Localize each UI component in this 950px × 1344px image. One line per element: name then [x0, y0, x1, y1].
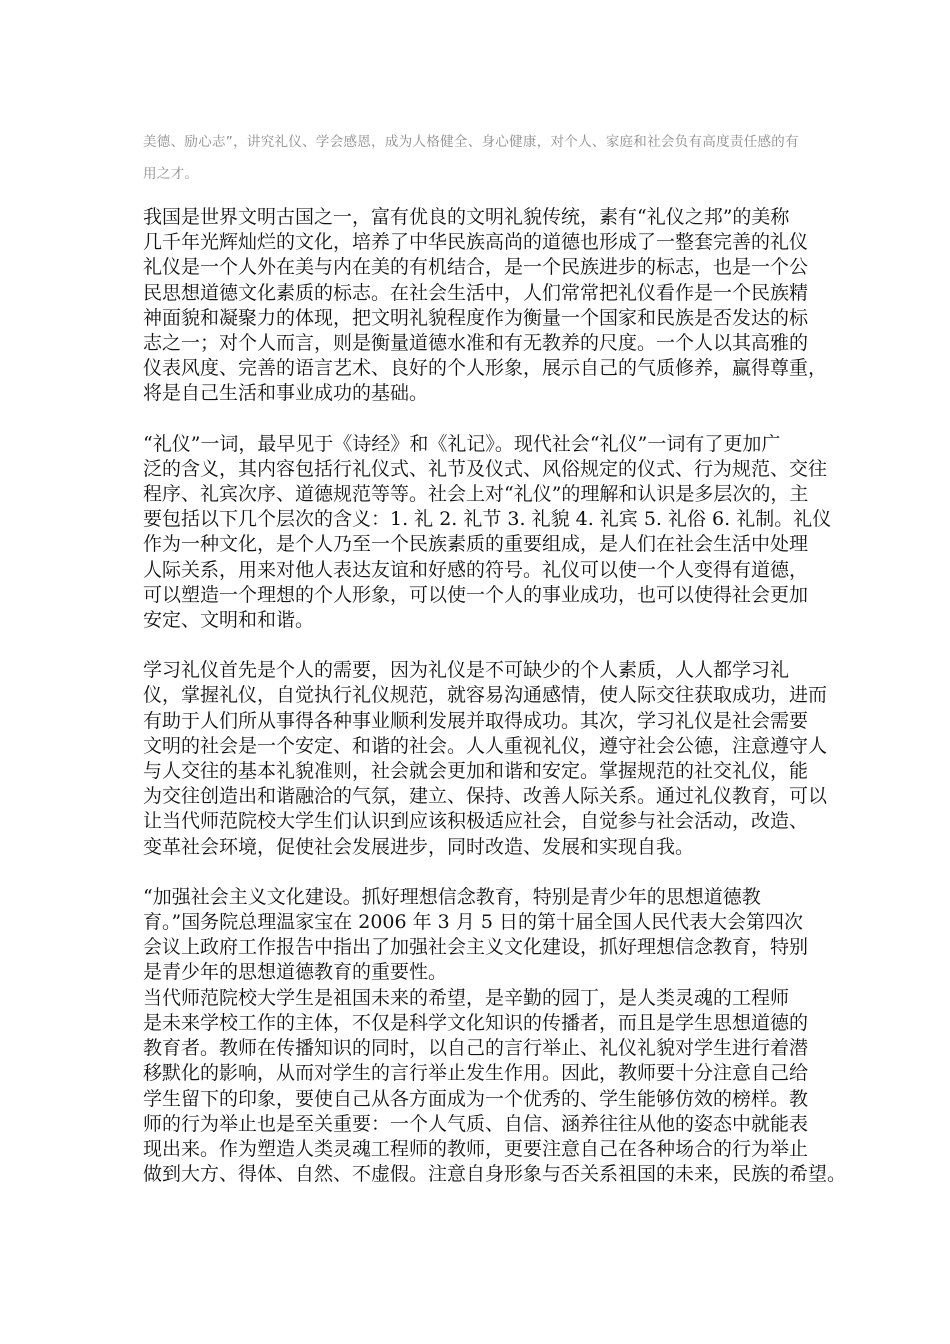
text-line: 泛的含义，其内容包括行礼仪式、礼节及仪式、风俗规定的仪式、行为规范、交往: [143, 457, 828, 480]
text-line: 移默化的影响，从而对学生的言行举止发生作用。因此，教师要十分注意自己给: [143, 1062, 809, 1085]
paragraph-gap: [143, 860, 823, 885]
text-line: 学习礼仪首先是个人的需要，因为礼仪是不可缺少的个人素质，人人都学习礼: [143, 659, 790, 682]
text-line: 是未来学校工作的主体，不仅是科学文化知识的传播者，而且是学生思想道德的: [143, 1011, 809, 1034]
text-line: 仪，掌握礼仪，自觉执行礼仪规范，就容易沟通感情，使人际交往获取成功，进而: [143, 684, 828, 707]
text-line: 志之一；对个人而言，则是衡量道德水准和有无教养的尺度。一个人以其高雅的: [143, 332, 809, 355]
text-line: 与人交往的基本礼貌准则，社会就会更加和谐和安定。掌握规范的社交礼仪，能: [143, 760, 809, 783]
paragraph-cultural-construction: [143, 885, 823, 986]
paragraph-etiquette-tradition: [143, 205, 828, 407]
text-line: 教育者。教师在传播知识的同时，以自己的言行举止、礼仪礼貌对学生进行着潜: [143, 1037, 809, 1060]
text-line: 可以塑造一个理想的个人形象，可以使一个人的事业成功，也可以使得社会更加: [143, 583, 809, 606]
text-line: 学生留下的印象，要使自己从各方面成为一个优秀的、学生能够仿效的榜样。教: [143, 1087, 809, 1110]
text-line: 师的行为举止也是至关重要：一个人气质、自信、涵养往往从他的姿态中就能表: [143, 1112, 809, 1135]
text-line: 有助于人们所从事得各种事业顺利发展并取得成功。其次，学习礼仪是社会需要: [143, 709, 809, 732]
text-line: 为交往创造出和谐融洽的气氛，建立、保持、改善人际关系。通过礼仪教育，可以: [143, 785, 828, 808]
text-line: 民思想道德文化素质的标志。在社会生活中，人们常常把礼仪看作是一个民族精: [143, 281, 809, 304]
text-line: 我国是世界文明古国之一，富有优良的文明礼貌传统，素有“礼仪之邦”的美称: [143, 206, 790, 228]
header-note-line: 用之才。: [143, 166, 199, 182]
text-line: 几千年光辉灿烂的文化，培养了中华民族高尚的道德也形成了一整套完善的礼仪: [143, 231, 809, 254]
text-line: 将是自己生活和事业成功的基础。: [143, 382, 429, 405]
text-line: 礼仪是一个人外在美与内在美的有机结合，是一个民族进步的标志，也是一个公: [143, 256, 809, 279]
text-line: 文明的社会是一个安定、和谐的社会。人人重视礼仪，遵守社会公德，注意遵守人: [143, 734, 828, 757]
text-line: 人际关系，用来对他人表达友谊和好感的符号。礼仪可以使一个人变得有道德，: [143, 558, 809, 581]
text-line: 现出来。作为塑造人类灵魂工程师的教师，更要注意自己在各种场合的行为举止: [143, 1137, 809, 1160]
text-line: 让当代师范院校大学生们认识到应该积极适应社会，自觉参与社会活动，改造、: [143, 810, 809, 833]
text-line: 作为一种文化，是个人乃至一个民族素质的重要组成，是人们在社会生活中处理: [143, 533, 809, 556]
header-note-line: 美德、励心志”，讲究礼仪、学会感恩，成为人格健全、身心健康，对个人、家庭和社会负有高度责任感的有: [143, 134, 799, 150]
text-line: “礼仪”一词，最早见于《诗经》和《礼记》。现代社会“礼仪”一词有了更加广: [143, 432, 781, 455]
text-line: 会议上政府工作报告中指出了加强社会主义文化建设，抓好理想信念教育，特别: [143, 936, 809, 959]
paragraph-gap: [143, 407, 823, 432]
text-line: “加强社会主义文化建设。抓好理想信念教育，特别是青少年的思想道德教: [143, 885, 761, 908]
text-line: 仪表风度、完善的语言艺术、良好的个人形象，展示自己的气质修养，赢得尊重，: [143, 357, 828, 380]
paragraph-learning-etiquette: [143, 658, 828, 860]
text-line: 程序、礼宾次序、道德规范等等。社会上对“礼仪”的理解和认识是多层次的，主: [143, 483, 809, 506]
text-line: 神面貌和凝聚力的体现，把文明礼貌程度作为衡量一个国家和民族是否发达的标: [143, 306, 809, 329]
text-line: 做到大方、得体、自然、不虚假。注意自身形象与否关系祖国的未来，民族的希望。: [143, 1163, 847, 1186]
paragraph-etiquette-definition: [143, 432, 832, 634]
text-line: 安定、文明和和谐。: [143, 609, 315, 632]
header-note: [143, 126, 813, 190]
text-line: 育。”国务院总理温家宝在 2006 年 3 月 5 日的第十届全国人民代表大会第四次: [143, 911, 803, 934]
paragraph-teacher-role: [143, 986, 847, 1188]
text-line: 要包括以下几个层次的含义：1. 礼 2. 礼节 3. 礼貌 4. 礼宾 5. 礼俗 6. 礼制。礼仪: [143, 508, 832, 531]
text-line: 是青少年的思想道德教育的重要性。: [143, 961, 448, 984]
paragraph-gap: [143, 633, 823, 658]
text-line: 变革社会环境，促使社会发展进步，同时改造、发展和实现自我。: [143, 835, 695, 858]
text-line: 当代师范院校大学生是祖国未来的希望，是辛勤的园丁，是人类灵魂的工程师: [143, 986, 790, 1009]
body-text: [143, 205, 847, 1187]
